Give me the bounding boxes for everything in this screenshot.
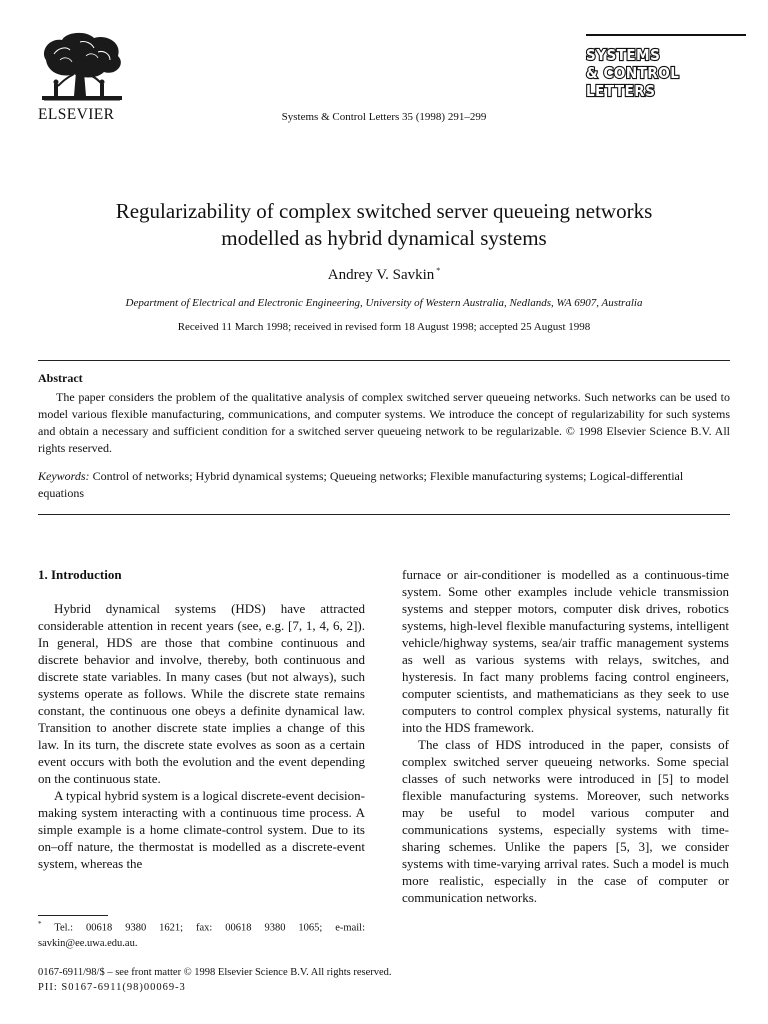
footnote-mark: * <box>38 920 42 928</box>
paragraph: furnace or air-conditioner is modelled as a continuous-time system. Some other examples include vehicle transmission systems and stepper motors, computer disk drives, robotics systems, high-level flexible manufacturing systems, intelligent vehicle/highway systems, sea/air traffic management systems as well as various systems with relays, switches, and hysteresis. In fact many problems facing control engineers, computer scientists, and mathematicians as they seek to use computers to control complex physical systems, naturally fit into the HDS framework. <box>402 567 729 735</box>
author <box>0 266 768 284</box>
paragraph: A typical hybrid system is a logical discrete-event decision-making system interacting with a continuous time process. A simple example is a home climate-control system. Due to its on–off nature, the thermostat is modelled as a discrete-event system, whereas the <box>38 788 365 871</box>
publisher-name: ELSEVIER <box>38 106 115 123</box>
left-column <box>38 566 365 872</box>
affiliation: Department of Electrical and Electronic Engineering, University of Western Australia, Nedlands, WA 6907, Australia <box>125 297 643 309</box>
abstract-text: The paper considers the problem of the qualitative analysis of complex switched server queueing networks. Such networks can be used to model various flexible manufacturing, communications, and computer systems. We introduce the concept of regularizability for such systems and obtain a necessary and sufficient condition for a switched server queueing network to be regularizable. © 1998 Elsevier Science B.V. All rights reserved. <box>38 390 730 455</box>
pii-line: PII: S0167-6911(98)00069-3 <box>38 982 186 993</box>
keywords-label: Keywords: <box>38 469 90 483</box>
paragraph: The class of HDS introduced in the paper, consists of complex switched server queueing networks. Some special classes of such networks were introduced in [5] to model flexible manufacturing systems. Moreover, such networks may be useful to model various computer and communications systems, especially systems with time-sharing schemes. Unlike the papers [5, 3], we consider systems with time-varying arrival rates. Such a model is much more realistic, especially in the case of computer or communication networks. <box>402 737 729 905</box>
footnote <box>38 917 365 951</box>
author-name: Andrey V. Savkin <box>327 267 435 283</box>
divider <box>38 514 730 515</box>
footnote-divider <box>38 915 108 916</box>
copyright-line: 0167-6911/98/$ – see front matter © 1998 Elsevier Science B.V. All rights reserved. <box>38 967 392 978</box>
divider <box>38 360 730 361</box>
title-line: Regularizability of complex switched server queueing networks <box>115 199 653 223</box>
abstract-heading: Abstract <box>38 371 83 385</box>
journal-citation: Systems & Control Letters 35 (1998) 291–299 <box>281 111 487 123</box>
footnote-mark: * <box>436 266 441 275</box>
title-line: modelled as hybrid dynamical systems <box>221 226 547 250</box>
journal-logo <box>586 34 746 100</box>
received-dates: Received 11 March 1998; received in revised form 18 August 1998; accepted 25 August 1998 <box>177 321 591 333</box>
keywords-list: Control of networks; Hybrid dynamical systems; Queueing networks; Flexible manufacturing systems; Logical-differential equations <box>38 469 684 500</box>
article-title <box>30 198 738 252</box>
footnote-text: Tel.: 00618 9380 1621; fax: 00618 9380 1065; e-mail: savkin@ee.uwa.edu.au. <box>38 922 366 949</box>
tree-icon <box>36 30 128 104</box>
keywords <box>38 468 730 502</box>
journal-logo-line: LETTERS <box>586 82 656 100</box>
right-column <box>402 566 729 906</box>
paragraph: Hybrid dynamical systems (HDS) have attracted considerable attention in recent years (see, e.g. [7, 1, 4, 6, 2]). In general, HDS are those that combine continuous and discrete behavior and involve, thereby, both continuous and discrete state variables. In many cases (but not always), such systems operate as follows. While the discrete state remains constant, the continuous one obeys a definite dynamical law. Transition to another discrete state implies a change of this law. In its turn, the discrete state evolves as soon as a certain event occurs with both the evolution and the event depending on the continuous state. <box>38 601 365 786</box>
copyright-notes <box>38 965 392 995</box>
journal-logo-line: SYSTEMS <box>586 46 661 64</box>
journal-logo-line: & CONTROL <box>586 64 680 82</box>
section-heading: 1. Introduction <box>38 567 122 582</box>
